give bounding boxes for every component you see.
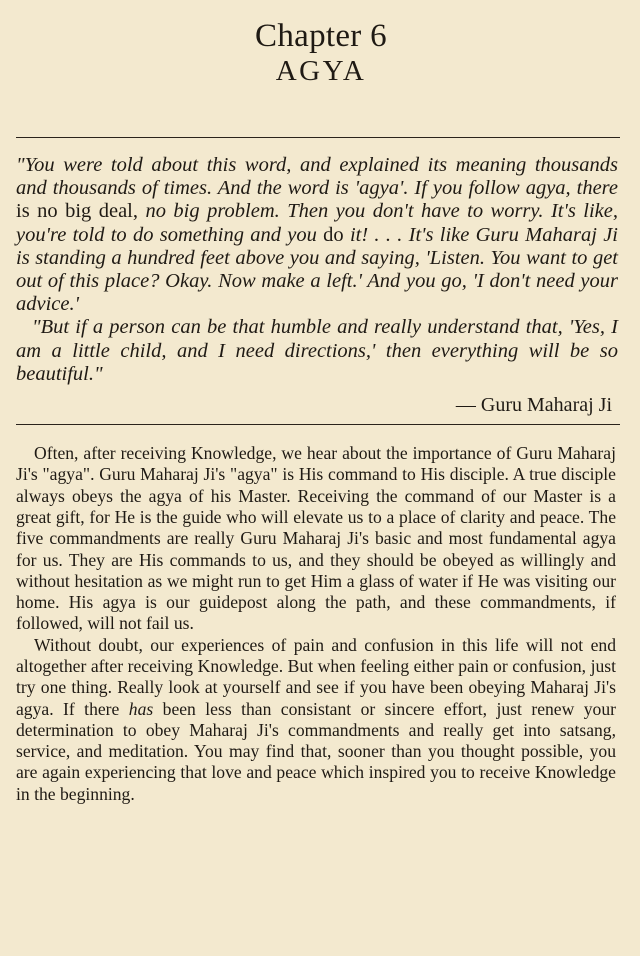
body-text-span: been less than consistant or sincere effort, just renew your determination to obey Maharaj Ji's commandments and really get into satsang, service, and meditation. You may find that, sooner than you thought possible, you are again experiencing that love and peace which inspired you to receive Knowledge in the beginning. (16, 698, 616, 804)
epigraph-text: do (316, 223, 350, 246)
epigraph-paragraph-2: "But if a person can be that humble and really understand that, 'Yes, I am a little child, and I need directions,' then everything will be so beautiful." (16, 316, 618, 385)
body-text-span: Without doubt, our experiences of pain and confusion in this life will not end altogether after receiving Knowledge. But when feeling either pain or confusion, just try one thing. Really look at yourself and see if you have been obeying Maharaj Ji's agya. If there (16, 634, 616, 719)
epigraph-text: no big problem. Then you don't have to worry. It's like, you're told to do something and you (16, 200, 619, 246)
top-divider (16, 137, 620, 138)
epigraph-text: "You were told about this word, and explained its meaning thousands and thousands of times. And the word is 'agya'. If you follow agya, there (16, 154, 618, 200)
epigraph-text: is (16, 200, 30, 223)
chapter-number: Chapter 6 (255, 18, 387, 54)
epigraph-text: it! . . . It's like Guru Maharaj Ji is standing a hundred feet above you and saying, 'Listen. You want to get out of this place? Okay. Now make a left.' And you go, 'I don't need your advice.' (16, 223, 618, 316)
epigraph-quote (16, 154, 626, 386)
body-emphasis: has (128, 698, 154, 719)
body-text (16, 443, 626, 805)
chapter-title: AGYA (275, 55, 367, 87)
bottom-divider (16, 424, 620, 425)
body-paragraph-2 (16, 635, 616, 805)
body-paragraph-1: Often, after receiving Knowledge, we hear about the importance of Guru Maharaj Ji's "agya". Guru Maharaj Ji's "agya" is His command to His disciple. A true disciple always obeys the agya of his Master. Receiving the command of our Master is a great gift, for He is the guide who will elevate us to a place of clarity and peace. The five commandments are really Guru Maharaj Ji's basic and most fundamental agya for us. They are His commands to us, and they should be obeyed as willingly and without hesitation as we might run to get Him a glass of water if He was visiting our home. His agya is our guidepost along the path, and these commandments, if followed, will not fail us. (16, 443, 616, 634)
epigraph-paragraph-1 (16, 154, 618, 316)
epigraph-text: no big deal, (29, 200, 146, 223)
epigraph-attribution: — Guru Maharaj Ji (455, 394, 612, 417)
